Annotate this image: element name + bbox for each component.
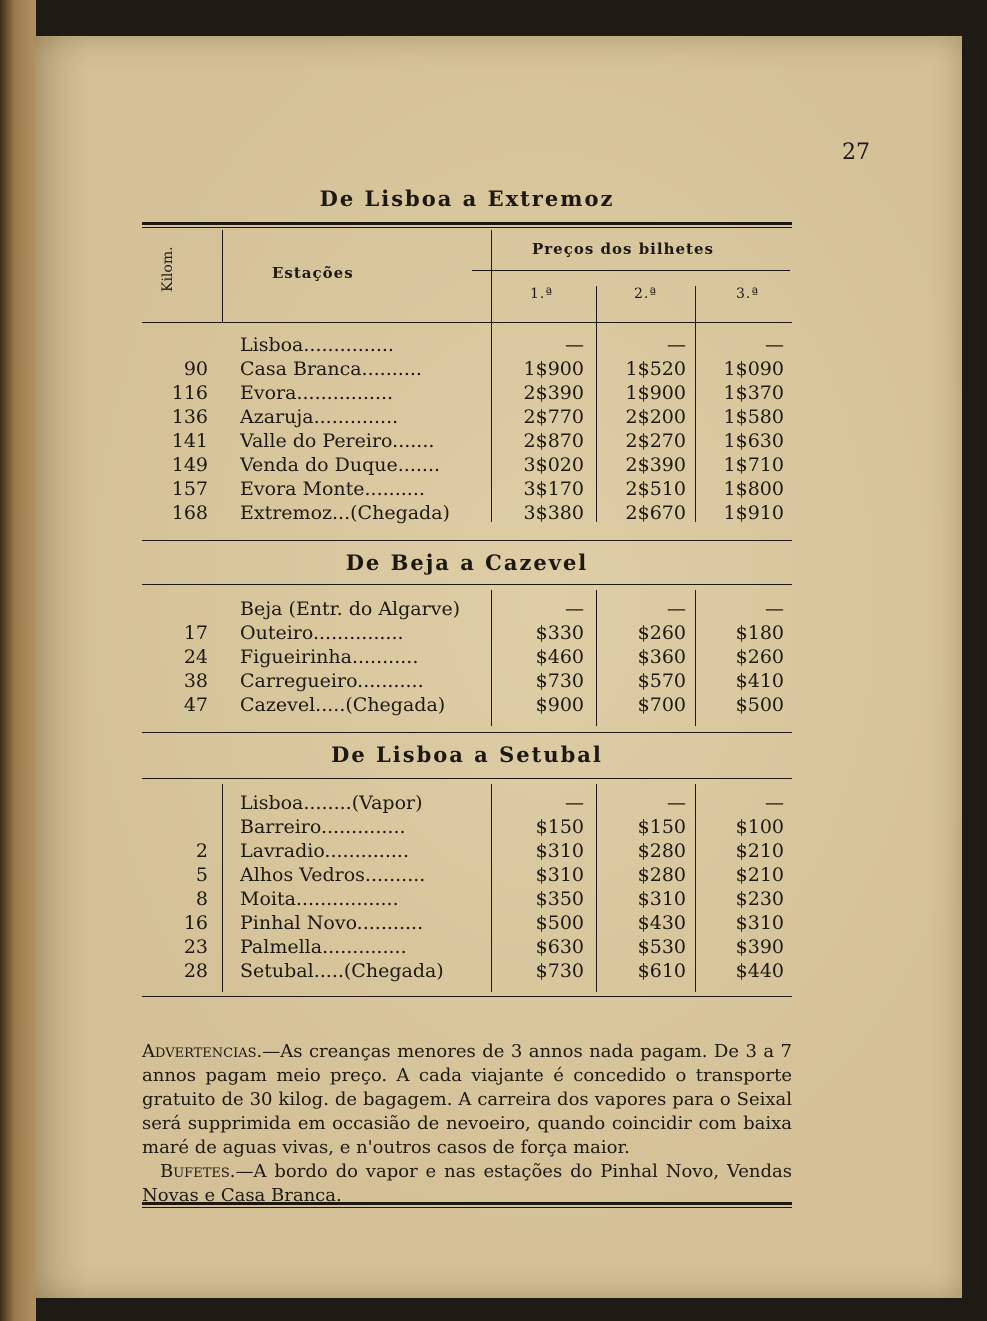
col-divider-kilom xyxy=(222,230,223,322)
table-row: Lisboa............... — — — xyxy=(240,334,784,356)
table-row: 168 Extremoz...(Chegada) 3$380 2$670 1$910 xyxy=(171,502,784,524)
notes-block xyxy=(142,1040,792,1208)
book-page xyxy=(34,36,962,1298)
section-rule xyxy=(142,584,792,585)
table-row: 28 Setubal.....(Chegada) $730 $610 $440 xyxy=(183,960,784,982)
section-title-lisboa-extremoz: De Lisboa a Extremoz xyxy=(319,186,615,211)
table-row: Beja (Entr. do Algarve) — — — xyxy=(240,598,784,620)
table-row: 47 Cazevel.....(Chegada) $900 $700 $500 xyxy=(183,694,784,716)
table-row: 149 Venda do Duque....... 3$020 2$390 1$710 xyxy=(171,454,784,476)
kilom-header: Kilom. xyxy=(160,246,176,292)
section-rule xyxy=(142,778,792,779)
table-row: 2 Lavradio.............. $310 $280 $210 xyxy=(195,840,784,862)
bufetes-label: Bufetes. xyxy=(160,1161,236,1182)
table-row: 5 Alhos Vedros.......... $310 $280 $210 xyxy=(195,864,784,886)
prices-header: Preços dos bilhetes xyxy=(532,240,714,258)
section-title-lisboa-setubal: De Lisboa a Setubal xyxy=(331,742,603,767)
table-row: 8 Moita................. $350 $310 $230 xyxy=(195,888,784,910)
table-row: 23 Palmella.............. $630 $530 $390 xyxy=(183,936,784,958)
section-rule xyxy=(142,732,792,733)
advertencias-text: —As creanças menores de 3 annos nada pagam. De 3 a 7 annos pagam meio preço. A cada viajante é concedido o transporte gratuito de 30 kilog. de bagagem. A carreira dos vapores para o Seixal será supprimida em occasião de nevoeiro, quando coincidir com baixa maré de aguas vivas, e n'outros casos de força maior. xyxy=(142,1041,792,1158)
rule-bottom xyxy=(142,1202,792,1208)
book-binding xyxy=(0,0,36,1321)
class-1-header: 1.ª xyxy=(530,286,554,302)
class-2-header: 2.ª xyxy=(634,286,658,302)
table-row: 17 Outeiro............... $330 $260 $180 xyxy=(183,622,784,644)
table-row: Lisboa........(Vapor) — — — xyxy=(240,792,784,814)
table-row: 116 Evora................ 2$390 1$900 1$370 xyxy=(171,382,784,404)
class-3-header: 3.ª xyxy=(736,286,760,302)
prices-header-rule xyxy=(472,270,790,271)
table-row: 38 Carregueiro........... $730 $570 $410 xyxy=(183,670,784,692)
advertencias-label: Advertencias. xyxy=(142,1041,263,1062)
page-number: 27 xyxy=(842,140,870,165)
bufetes-text: —A bordo do vapor e nas estações do Pinhal Novo, Vendas Novas e Casa Branca. xyxy=(142,1161,792,1206)
section-rule xyxy=(142,540,792,541)
stations-header: Estações xyxy=(272,264,354,282)
table-row: 90 Casa Branca.......... 1$900 1$520 1$090 xyxy=(183,358,784,380)
table-row: Barreiro.............. $150 $150 $100 xyxy=(240,816,784,838)
bufetes-paragraph xyxy=(142,1160,792,1208)
table-bottom-rule xyxy=(142,996,792,997)
table-row: 157 Evora Monte.......... 3$170 2$510 1$800 xyxy=(171,478,784,500)
table-row: 141 Valle do Pereiro....... 2$870 2$270 1$630 xyxy=(171,430,784,452)
advertencias-paragraph xyxy=(142,1040,792,1160)
rule-top xyxy=(142,222,792,228)
section-title-beja-cazevel: De Beja a Cazevel xyxy=(345,550,589,575)
table-row: 136 Azaruja.............. 2$770 2$200 1$580 xyxy=(171,406,784,428)
table-row: 24 Figueirinha........... $460 $360 $260 xyxy=(183,646,784,668)
table-row: 16 Pinhal Novo........... $500 $430 $310 xyxy=(183,912,784,934)
